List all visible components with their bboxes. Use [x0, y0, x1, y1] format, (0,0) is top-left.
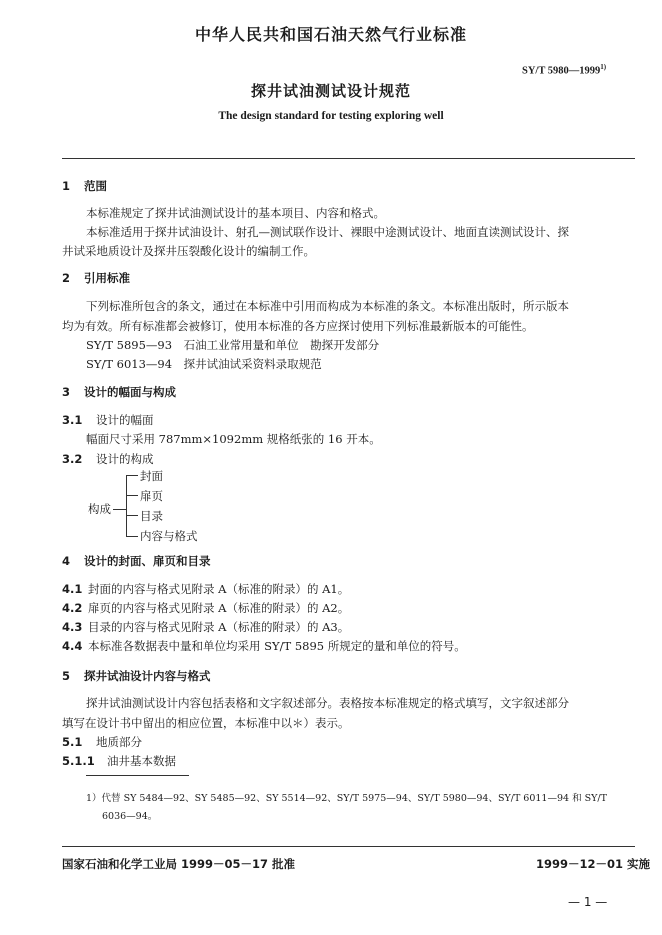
structure-tree-label: 构成 [88, 502, 111, 516]
subsection-number: 3.1 [62, 413, 83, 427]
section-5-heading [62, 668, 211, 684]
section-4-heading [62, 553, 211, 569]
page-number: — 1 — [568, 895, 608, 909]
structure-tree-item-cover: 封面 [140, 469, 163, 483]
list-item [62, 600, 349, 616]
section-1-paragraph-2-line-2: 井试采地质设计及探井压裂酸化设计的编制工作。 [62, 244, 315, 258]
standard-code-text: SY/T 5980—1999 [522, 65, 601, 77]
section-1-paragraph-2-line-1: 本标准适用于探井试油设计、射孔—测试联作设计、裸眼中途测试设计、地面直读测试设计、探 [86, 225, 569, 239]
subsection-title: 设计的构成 [96, 452, 154, 466]
item-number: 4.3 [62, 620, 83, 634]
section-title: 设计的幅面与构成 [84, 385, 176, 399]
section-title: 设计的封面、扉页和目录 [84, 554, 211, 568]
list-item [62, 638, 466, 654]
footnote-marker: 1） [86, 793, 102, 804]
section-5-paragraph-line-2: 填写在设计书中留出的相应位置，本标准中以＊）表示。 [62, 716, 350, 730]
section-1-heading [62, 178, 107, 194]
section-2-paragraph-line-2: 均为有效。所有标准都会被修订，使用本标准的各方应探讨使用下列标准最新版本的可能性。 [62, 319, 534, 333]
subsection-title: 油井基本数据 [107, 754, 176, 768]
section-number: 1 [62, 179, 71, 193]
item-number: 4.1 [62, 582, 83, 596]
structure-tree-branch [126, 515, 138, 516]
section-title: 引用标准 [84, 271, 130, 285]
item-text: 本标准各数据表中量和单位均采用 SY/T 5895 所规定的量和单位的符号。 [88, 639, 466, 653]
approval-statement: 国家石油和化学工业局 1999－05－17 批准 [62, 857, 296, 871]
item-number: 4.2 [62, 601, 83, 615]
structure-tree-item-contents: 目录 [140, 509, 163, 523]
section-title: 探井试油设计内容与格式 [84, 669, 211, 683]
standard-code-footnote-ref: 1) [600, 63, 607, 71]
section-1-paragraph-1: 本标准规定了探井试油测试设计的基本项目、内容和格式。 [86, 206, 385, 220]
footnote [86, 790, 607, 804]
structure-tree-stem [113, 509, 127, 510]
list-item [62, 619, 349, 635]
section-5-paragraph-line-1: 探井试油测试设计内容包括表格和文字叙述部分。表格按本标准规定的格式填写，文字叙述部分 [86, 696, 569, 710]
footnote-line-1: 代替 SY 5484—92、SY 5485—92、SY 5514—92、SY/T 5975—94、SY/T 5980—94、SY/T 6011—94 和 SY/T [101, 793, 607, 804]
issuing-organization: 中华人民共和国石油天然气行业标准 [194, 25, 467, 44]
structure-tree-item-content-format: 内容与格式 [140, 529, 198, 543]
subsection-number: 5.1 [62, 735, 83, 749]
subsection-title: 地质部分 [96, 735, 142, 749]
structure-tree-item-title-page: 扉页 [140, 489, 163, 503]
subsection-3-1-heading [62, 412, 154, 428]
subsection-5-1-heading [62, 734, 142, 750]
item-text: 封面的内容与格式见附录 A（标准的附录）的 A1。 [88, 582, 350, 596]
section-3-heading [62, 384, 176, 400]
section-number: 5 [62, 669, 71, 683]
section-2-heading [62, 270, 130, 286]
structure-tree-branch [126, 495, 138, 496]
subsection-number: 3.2 [62, 452, 83, 466]
subsection-3-2-heading [62, 451, 154, 467]
footer-divider [62, 846, 635, 847]
item-number: 4.4 [62, 639, 83, 653]
list-item [62, 581, 349, 597]
section-number: 3 [62, 385, 71, 399]
implementation-date: 1999－12－01 实施 [536, 857, 651, 871]
section-title: 范围 [84, 179, 107, 193]
item-text: 目录的内容与格式见附录 A（标准的附录）的 A3。 [88, 620, 350, 634]
item-text: 扉页的内容与格式见附录 A（标准的附录）的 A2。 [88, 601, 350, 615]
document-title-chinese: 探井试油测试设计规范 [250, 82, 411, 100]
structure-tree-bracket [126, 475, 127, 537]
reference-standard-1: SY/T 5895—93 石油工业常用量和单位 勘探开发部分 [86, 338, 380, 352]
subsection-3-1-text: 幅面尺寸采用 787mm×1092mm 规格纸张的 16 开本。 [86, 432, 381, 446]
subsection-5-1-1-heading [62, 753, 176, 769]
structure-tree-branch [126, 536, 138, 537]
standard-code [522, 63, 606, 77]
subsection-number: 5.1.1 [62, 754, 95, 768]
header-divider [62, 158, 635, 159]
section-2-paragraph-line-1: 下列标准所包含的条文，通过在本标准中引用而构成为本标准的条文。本标准出版时，所示版本 [86, 299, 569, 313]
footnote-divider [86, 775, 189, 776]
subsection-title: 设计的幅面 [96, 413, 154, 427]
reference-standard-2: SY/T 6013—94 探井试油试采资料录取规范 [86, 357, 322, 371]
structure-tree-branch [126, 475, 138, 476]
section-number: 4 [62, 554, 71, 568]
footnote-line-2: 6036—94。 [102, 811, 158, 822]
document-title-english: The design standard for testing exploring well [218, 110, 444, 122]
section-number: 2 [62, 271, 71, 285]
